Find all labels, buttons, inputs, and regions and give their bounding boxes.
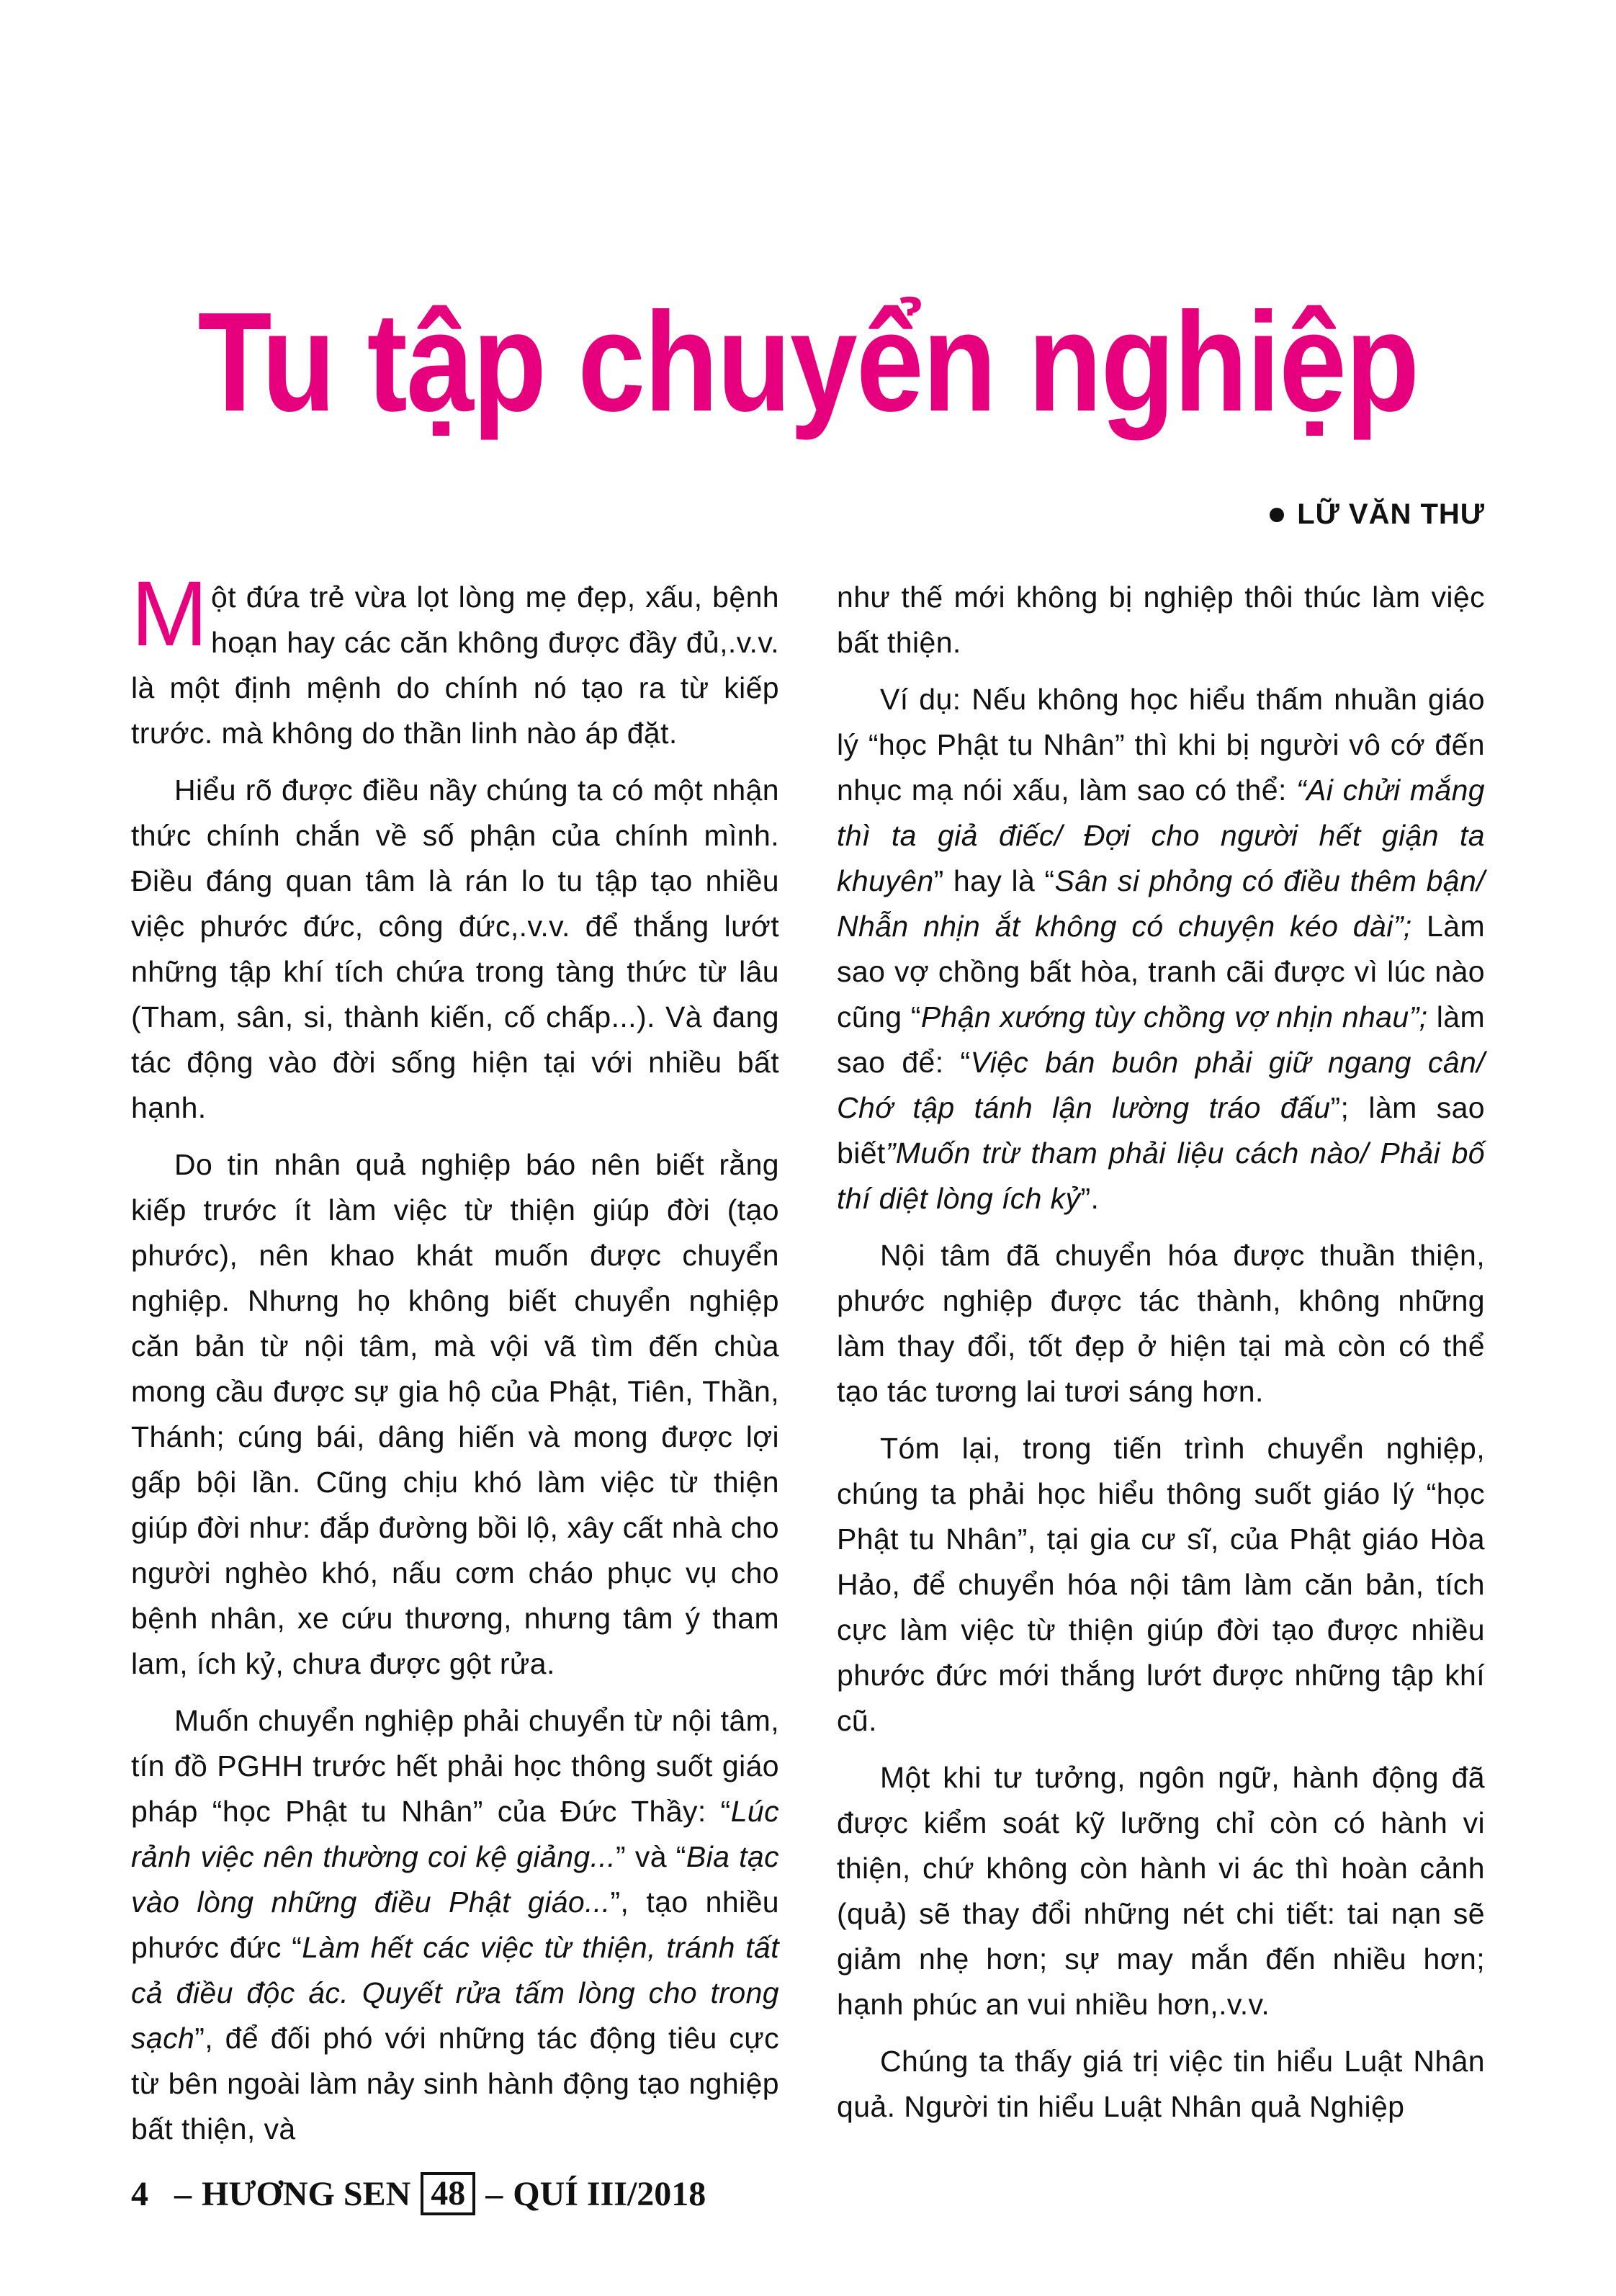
paragraph-text: ”, để đối phó với những tác động tiêu cực từ bên ngoài làm nảy sinh hành động tạo nghiệp bất thiện, và bbox=[131, 2022, 779, 2145]
quote-text: Phận xướng tùy chồng vợ nhịn nhau”; bbox=[920, 1000, 1428, 1033]
paragraph: như thế mới không bị nghiệp thôi thúc làm việc bất thiện. bbox=[837, 580, 1485, 659]
magazine-name: HƯƠNG SEN bbox=[202, 2174, 411, 2213]
paragraph: Tóm lại, trong tiến trình chuyển nghiệp, chúng ta phải học hiểu thông suốt giáo lý “học Phật tu Nhân”, tại gia cư sĩ, của Phật giáo Hòa Hảo, để chuyển hóa nội tâm làm căn bản, tích cực làm việc từ thiện giúp đời tạo được nhiều phước đức mới thắng lướt được những tập khí cũ. bbox=[837, 1432, 1485, 1737]
quote-text: Lúc rảnh việc nên thường coi kệ giảng... bbox=[131, 1795, 779, 1873]
paragraph-text: ” hay là “ bbox=[933, 864, 1055, 897]
paragraph-text: ”, tạo nhiều phước đức “ bbox=[131, 1885, 779, 1964]
paragraph: Chúng ta thấy giá trị việc tin hiểu Luật Nhân quả. Người tin hiểu Luật Nhân quả Nghiệp bbox=[837, 2045, 1485, 2123]
article-body bbox=[131, 562, 1486, 2145]
paragraph bbox=[837, 677, 1485, 1221]
quote-text: Làm hết các việc từ thiện, tránh tất cả điều độc ác. Quyết rửa tấm lòng cho trong sạch bbox=[131, 1931, 779, 2055]
column-left bbox=[131, 562, 779, 2145]
page-number: 4 bbox=[131, 2174, 148, 2213]
paragraph-text: ” và “ bbox=[616, 1840, 686, 1873]
paragraph bbox=[131, 1698, 779, 2152]
paragraph-text: ột đứa trẻ vừa lọt lòng mẹ đẹp, xấu, bệnh hoạn hay các căn không được đầy đủ,.v.v. là một định mệnh do chính nó tạo ra từ kiếp trước. mà không do thần linh nào áp đặt. bbox=[131, 580, 779, 750]
paragraph: Hiểu rõ được điều nầy chúng ta có một nhận thức chính chắn về số phận của chính mình. Điều đáng quan tâm là rán lo tu tập tạo nhiều việc phước đức, công đức,.v.v. để thắng lướt những tập khí tích chứa trong tàng thức từ lâu (Tham, sân, si, thành kiến, cố chấp...). Và đang tác động vào đời sống hiện tại với nhiều bất hạnh. bbox=[131, 773, 779, 1124]
paragraph-text: làm sao để: “ bbox=[837, 1000, 1485, 1079]
footer-dash: – bbox=[174, 2174, 192, 2213]
paragraph-text: ”; làm sao biết bbox=[837, 1091, 1485, 1170]
paragraph: Nội tâm đã chuyển hóa được thuần thiện, phước nghiệp được tác thành, không những làm thay đổi, tốt đẹp ở hiện tại mà còn có thể tạo tác tương lai tươi sáng hơn. bbox=[837, 1239, 1485, 1408]
author-name: LỮ VĂN THƯ bbox=[1297, 498, 1485, 530]
paragraph bbox=[131, 562, 779, 756]
article-title: Tu tập chuyển nghiệp bbox=[197, 283, 1419, 441]
issue-period: QUÍ III/2018 bbox=[513, 2174, 706, 2213]
quote-text: ”Muốn trừ tham phải liệu cách nào/ Phải bố thí diệt lòng ích kỷ bbox=[837, 1136, 1485, 1215]
column-right bbox=[837, 575, 1485, 2138]
quote-text: Bia tạc vào lòng những điều Phật giáo... bbox=[131, 1840, 779, 1919]
paragraph-text: Làm sao vợ chồng bất hòa, tranh cãi được vì lúc nào cũng “ bbox=[837, 910, 1485, 1033]
paragraph: Do tin nhân quả nghiệp báo nên biết rằng kiếp trước ít làm việc từ thiện giúp đời (tạo phước), nên khao khát muốn được chuyển nghiệp. Nhưng họ không biết chuyển nghiệp căn bản từ nội tâm, mà vội vã tìm đến chùa mong cầu được sự gia hộ của Phật, Tiên, Thần, Thánh; cúng bái, dâng hiến và mong được lợi gấp bội lần. Cũng chịu khó làm việc từ thiện giúp đời như: đắp đường bồi lộ, xây cất nhà cho người nghèo khó, nấu cơm cháo phục vụ cho bệnh nhân, xe cứu thương, nhưng tâm ý tham lam, ích kỷ, chưa được gột rửa. bbox=[131, 1148, 779, 1680]
paragraph-text: Muốn chuyển nghiệp phải chuyển từ nội tâm, tín đồ PGHH trước hết phải học thông suốt giáo pháp “học Phật tu Nhân” của Đức Thầy: “ bbox=[131, 1704, 779, 1828]
quote-text: Việc bán buôn phải giữ ngang cân/ Chớ tập tánh lận lường tráo đấu bbox=[837, 1046, 1485, 1124]
paragraph-text: ”. bbox=[1080, 1182, 1100, 1215]
issue-number: 48 bbox=[421, 2172, 475, 2215]
quote-text: “Ai chửi mắng thì ta giả điếc/ Đợi cho người hết giận ta khuyên bbox=[837, 773, 1485, 897]
page-footer bbox=[131, 2172, 706, 2215]
quote-text: Sân si phỏng có điều thêm bận/ Nhẫn nhịn ắt không có chuyện kéo dài”; bbox=[837, 864, 1486, 943]
paragraph: Một khi tư tưởng, ngôn ngữ, hành động đã được kiểm soát kỹ lưỡng chỉ còn có hành vi thiện, chứ không còn hành vi ác thì hoàn cảnh (quả) sẽ thay đổi những nét chi tiết: tai nạn sẽ giảm nhẹ hơn; sự may mắn đến nhiều hơn; hạnh phúc an vui nhiều hơn,.v.v. bbox=[837, 1761, 1485, 2021]
bullet-icon bbox=[1270, 508, 1284, 522]
author-byline bbox=[1270, 498, 1485, 531]
footer-dash: – bbox=[485, 2174, 503, 2213]
paragraph-text: Ví dụ: Nếu không học hiểu thấm nhuần giáo lý “học Phật tu Nhân” thì khi bị người vô cớ đến nhục mạ nói xấu, làm sao có thể: bbox=[837, 683, 1485, 807]
drop-cap: M bbox=[131, 562, 209, 665]
